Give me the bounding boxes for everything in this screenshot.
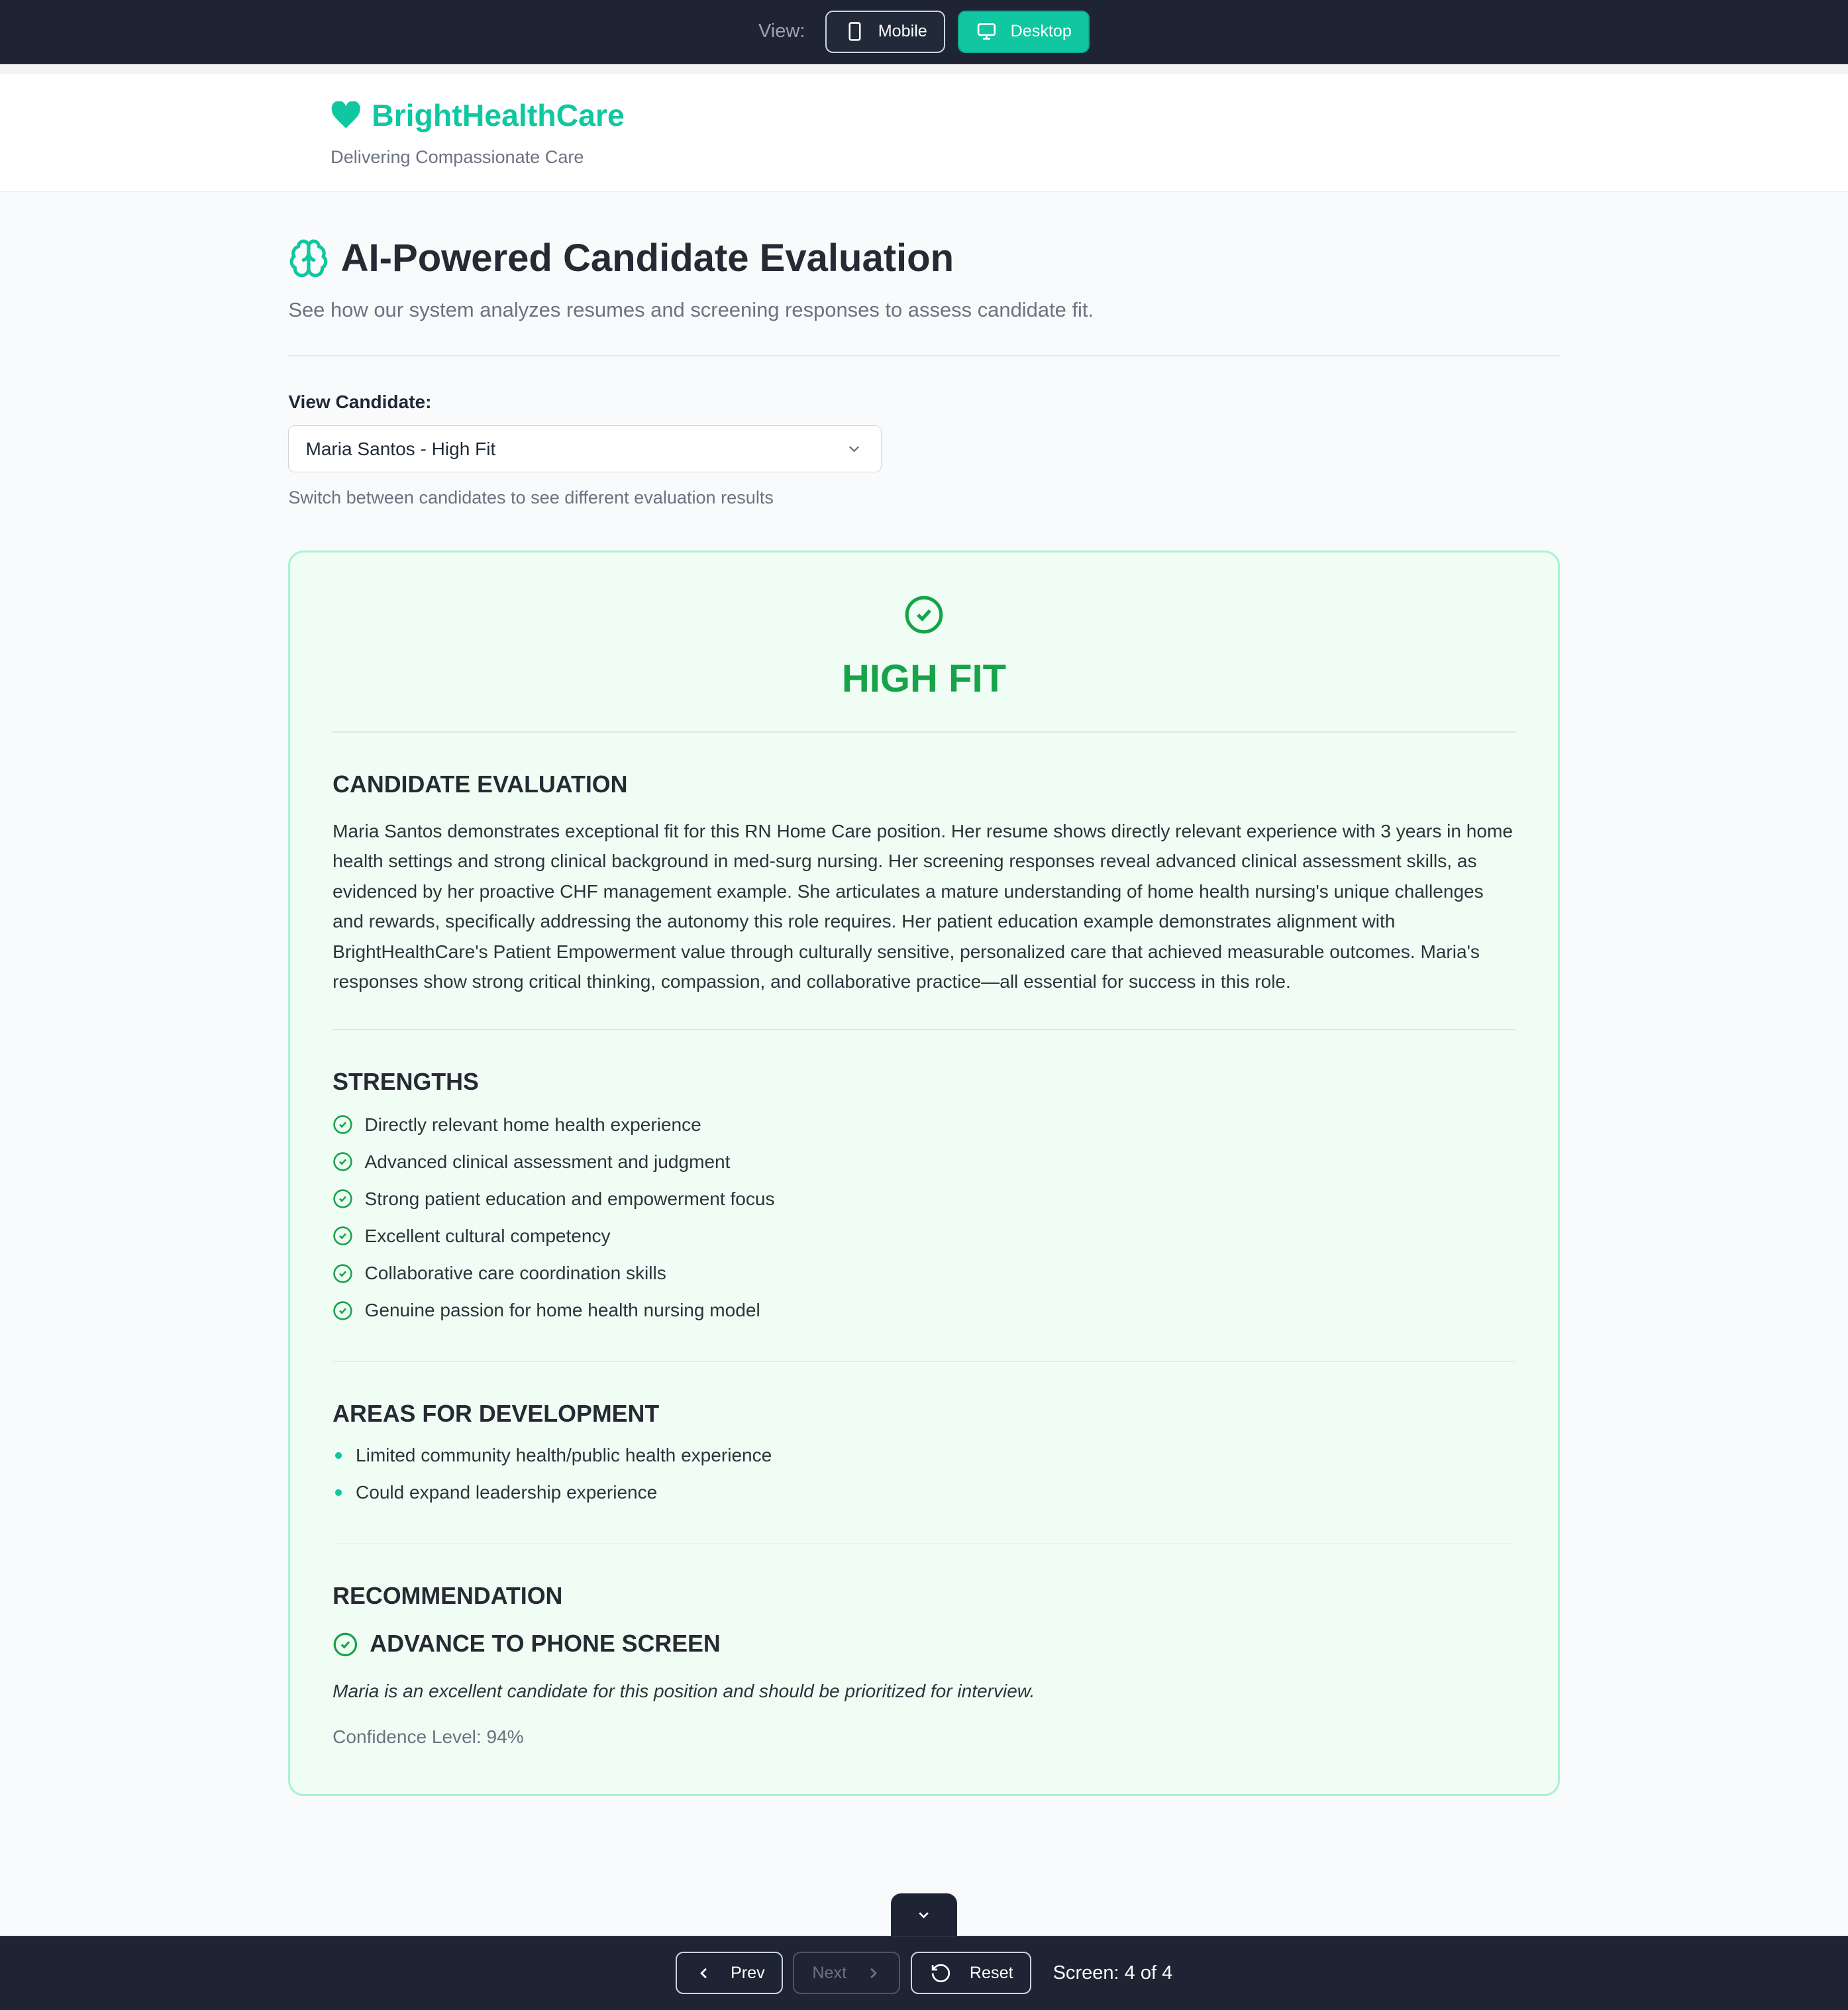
strengths-list <box>333 1106 1515 1330</box>
prev-label: Prev <box>730 1963 765 1982</box>
divider <box>333 1544 1515 1545</box>
recommendation <box>333 1630 1515 1658</box>
page-title <box>288 236 1559 280</box>
strength-item <box>333 1106 1515 1143</box>
reset-label: Reset <box>969 1963 1013 1982</box>
recommendation-heading: RECOMMENDATION <box>333 1583 563 1610</box>
chevron-right-icon <box>864 1964 882 1982</box>
next-button[interactable] <box>793 1952 900 1994</box>
check-circle-icon <box>333 1151 353 1172</box>
strength-text: Genuine passion for home health nursing model <box>364 1300 760 1321</box>
site-header <box>0 74 1848 192</box>
smartphone-icon <box>845 21 865 42</box>
desktop-view-button[interactable] <box>958 11 1090 53</box>
strength-text: Directly relevant home health experience <box>364 1114 701 1135</box>
evaluation-text: Maria Santos demonstrates exceptional fit for this RN Home Care position. Her resume shows directly relevant experience with 3 years in home health settings and strong clinical background in med-surg nursing. Her screening responses reveal advanced clinical assessment skills, as evidenced by her proactive CHF management example. She articulates a mature understanding of home health nursing's unique challenges and rewards, specifically addressing the autonomy this role requires. Her patient education example demonstrates alignment with BrightHealthCare's Patient Empowerment value through culturally sensitive, personalized care that achieved measurable outcomes. Maria's responses show strong critical thinking, compassion, and collaborative practice—all essential for success in this role. <box>333 820 1513 992</box>
check-circle-icon <box>333 1114 353 1135</box>
check-circle-icon <box>333 1263 353 1284</box>
strength-text: Excellent cultural competency <box>364 1225 611 1246</box>
brand-logo[interactable] <box>331 97 625 133</box>
divider <box>333 1029 1515 1030</box>
evaluation-heading: CANDIDATE EVALUATION <box>333 770 628 798</box>
divider <box>333 1361 1515 1363</box>
development-text: Could expand leadership experience <box>355 1482 658 1503</box>
check-circle-icon <box>333 1300 353 1321</box>
bullet-icon <box>335 1452 342 1459</box>
divider <box>288 355 1559 356</box>
strength-item <box>333 1218 1515 1255</box>
candidate-select[interactable] <box>288 425 882 473</box>
check-circle-icon <box>333 1226 353 1246</box>
strength-item <box>333 1181 1515 1218</box>
brand-name: BrightHealthCare <box>372 98 625 133</box>
page-subtitle: See how our system analyzes resumes and screening responses to assess candidate fit. <box>288 298 1094 322</box>
monitor-icon <box>976 21 998 42</box>
strength-item <box>333 1143 1515 1181</box>
evaluation-card <box>288 551 1559 1796</box>
main-content <box>288 192 1559 1795</box>
divider <box>333 731 1515 733</box>
candidate-select-help: Switch between candidates to see different evaluation results <box>288 486 774 507</box>
view-label: View: <box>758 21 805 42</box>
candidate-select-label: View Candidate: <box>288 391 432 412</box>
brain-icon <box>288 238 329 279</box>
prev-button[interactable] <box>676 1952 783 1994</box>
chevron-left-icon <box>695 1964 713 1982</box>
recommendation-description: Maria is an excellent candidate for this position and should be prioritized for interview. <box>333 1681 1035 1702</box>
divider <box>0 64 1848 74</box>
strength-text: Strong patient education and empowerment focus <box>364 1188 775 1209</box>
development-item <box>333 1437 1515 1474</box>
check-circle-icon <box>333 1189 353 1209</box>
desktop-label: Desktop <box>1010 22 1072 41</box>
rotate-ccw-icon <box>930 1962 952 1984</box>
navigation-bar <box>0 1936 1848 2010</box>
chevron-down-icon <box>915 1907 932 1923</box>
strength-text: Advanced clinical assessment and judgment <box>364 1151 731 1172</box>
mobile-label: Mobile <box>878 22 927 41</box>
check-circle-icon <box>903 594 945 635</box>
heart-icon <box>331 101 361 130</box>
view-toggle-bar <box>0 0 1848 64</box>
development-text: Limited community health/public health experience <box>355 1445 772 1466</box>
check-circle-icon <box>333 1632 358 1658</box>
chevron-down-icon <box>845 440 863 458</box>
strength-item <box>333 1255 1515 1292</box>
strength-text: Collaborative care coordination skills <box>364 1263 666 1283</box>
strength-item <box>333 1292 1515 1329</box>
reset-button[interactable] <box>911 1952 1031 1994</box>
candidate-select-value: Maria Santos - High Fit <box>305 438 496 459</box>
recommendation-text: ADVANCE TO PHONE SCREEN <box>370 1630 721 1658</box>
title-text: AI-Powered Candidate Evaluation <box>340 237 954 280</box>
strengths-heading: STRENGTHS <box>333 1069 479 1096</box>
fit-header <box>333 594 1515 700</box>
fit-rating: HIGH FIT <box>841 657 1007 700</box>
mobile-view-button[interactable] <box>825 11 945 53</box>
collapse-toggle-button[interactable] <box>891 1893 958 1937</box>
confidence-level: Confidence Level: 94% <box>333 1726 524 1747</box>
tagline: Delivering Compassionate Care <box>331 146 584 167</box>
bullet-icon <box>335 1489 342 1496</box>
next-label: Next <box>812 1963 847 1982</box>
development-heading: AREAS FOR DEVELOPMENT <box>333 1401 660 1428</box>
screen-counter: Screen: 4 of 4 <box>1052 1962 1173 1984</box>
development-item <box>333 1474 1515 1511</box>
development-list <box>333 1437 1515 1511</box>
